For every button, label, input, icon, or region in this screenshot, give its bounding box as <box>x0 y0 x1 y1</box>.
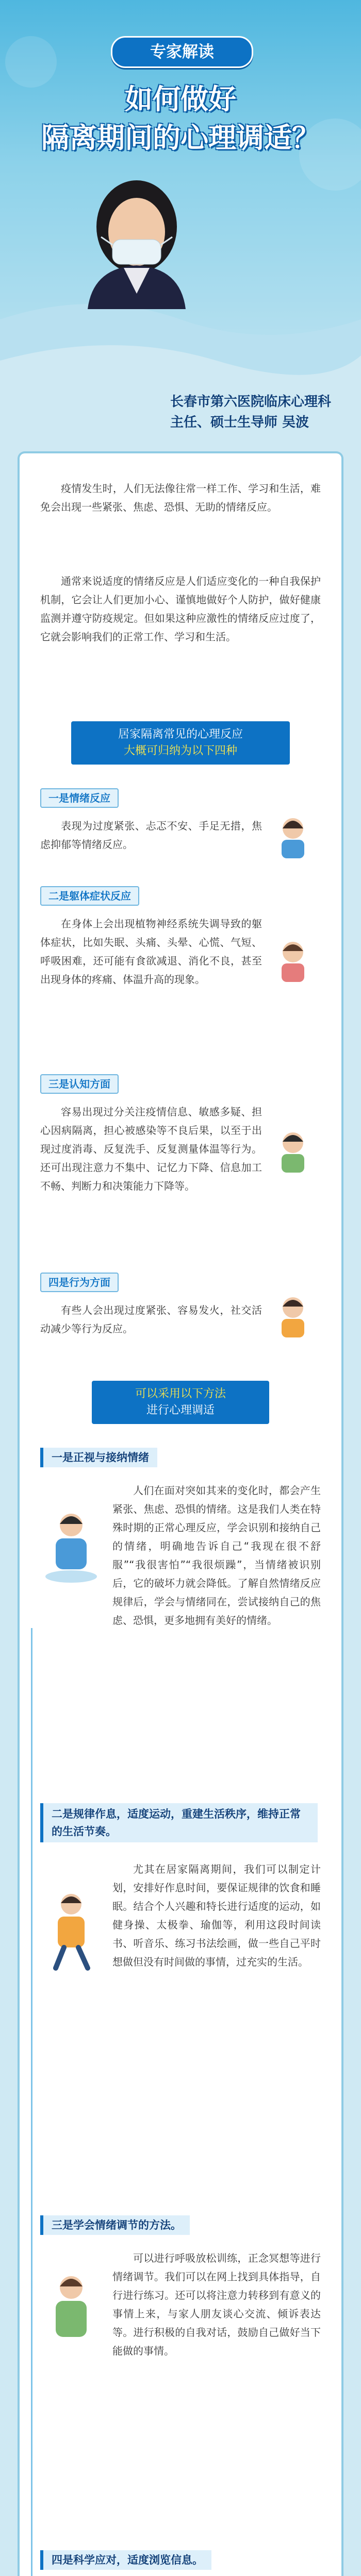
method-tag-3: 三是学会情绪调节的方法。 <box>40 2215 190 2235</box>
method-tag-1: 一是正视与接纳情绪 <box>40 1448 157 1467</box>
meditating-person-icon <box>40 1504 102 1587</box>
content-panel <box>20 453 341 2576</box>
method-text-3: 可以进行呼吸放松训练，正念冥想等进行情绪调节。我们可以在网上找到具体指导，自行进行练习。还可以将注意力转移到有意义的事情上来，与家人朋友谈心交流、倾诉表达等。进行积极的自我对话，鼓励自己做好当下能做的事情。 <box>112 2252 321 2357</box>
reaction-tag-3: 三是认知方面 <box>40 1074 119 1094</box>
expert-info <box>170 392 346 433</box>
timeline-line <box>31 1628 32 2576</box>
angry-person-icon <box>267 1288 319 1340</box>
reaction-text-4: 有些人会出现过度紧张、容易发火，社交活动减少等行为反应。 <box>40 1304 262 1335</box>
worried-person-icon <box>267 809 319 860</box>
method-tag-4: 四是科学应对，适度浏览信息。 <box>40 2550 211 2570</box>
thinking-person-icon <box>267 1123 319 1175</box>
intro-paragraph-1: 疫情发生时，人们无法像往常一样工作、学习和生活，难免会出现一些紧张、焦虑、恐惧、无助的情绪反应。 <box>40 482 321 513</box>
expert-badge: 专家解读 <box>111 36 253 68</box>
methods-heading-line2: 进行心理调适 <box>146 1404 215 1417</box>
intro-paragraph-2: 通常来说适度的情绪反应是人们适应变化的一种自我保护机制，它会让人们更加小心、谨慎地做好个人防护，做好健康监测并遵守防疫规定。但如果这种应激性的情绪反应过度了，它就会影响我们的正常工作、学习和生活。 <box>40 575 321 643</box>
method-tag-2: 二是规律作息，适度运动，重建生活秩序，维持正常的生活节奏。 <box>40 1803 318 1842</box>
expert-title-line2: 主任、硕士生导师 吴波 <box>170 415 309 430</box>
reaction-tag-4: 四是行为方面 <box>40 1273 119 1292</box>
methods-heading <box>92 1381 269 1424</box>
reaction-tag-1: 一是情绪反应 <box>40 788 119 808</box>
page-title-line2: 隔离期间的心理调适？ <box>41 122 320 154</box>
reaction-text-3: 容易出现过分关注疫情信息、敏感多疑、担心因病隔离，担心被感染等不良后果，以至于出现过度消毒、反复洗手、反复测量体温等行为。还可出现注意力不集中、记忆力下降、信息加工不畅、判断力和决策能力下降等。 <box>40 1106 262 1192</box>
reactions-heading-line2: 大概可归纳为以下四种 <box>123 744 237 757</box>
reaction-tag-2: 二是躯体症状反应 <box>40 886 139 906</box>
method-text-1: 人们在面对突如其来的变化时，都会产生紧张、焦虑、恐惧的情绪。这是我们人类在特殊时期的正常心理反应，学会识别和接纳自己的情绪，明确地告诉自己“我现在很不舒服”“我很害怕”“我很烦躁”，当情绪被识别后，它的破坏力就会降低。了解自然情绪反应规律后，学会与情绪同在，尝试接纳自己的焦虑、恐惧，更多地拥有美好的情绪。 <box>112 1484 321 1626</box>
expert-title-line1: 长春市第六医院临床心理科 <box>170 394 332 410</box>
methods-heading-line1: 可以采用以下方法 <box>135 1387 226 1400</box>
method-text-2: 尤其在居家隔离期间，我们可以制定计划，安排好作息时间，要保证规律的饮食和睡眠。结合个人兴趣和特长进行适度的运动，如健身操、太极拳、瑜伽等，利用这段时间读书、听音乐、练习书法绘画，做一些自己平时想做但没有时间做的事情，过充实的生活。 <box>112 1863 321 1968</box>
exercising-person-icon <box>40 1886 102 1973</box>
breathing-person-icon <box>40 2267 102 2349</box>
reaction-text-1: 表现为过度紧张、忐忑不安、手足无措，焦虑抑郁等情绪反应。 <box>40 820 262 851</box>
page-title-line1: 如何做好 <box>125 83 236 115</box>
reactions-heading-line1: 居家隔离常见的心理反应 <box>118 728 243 741</box>
expert-portrait <box>67 175 206 309</box>
sick-person-icon <box>267 933 319 984</box>
reaction-text-2: 在身体上会出现植物神经系统失调导致的躯体症状，比如失眠、头痛、头晕、心慌、气短、呼吸困难，还可能有食欲减退、消化不良，甚至出现身体的疼痛、体温升高的现象。 <box>40 918 262 986</box>
reactions-heading <box>71 721 290 765</box>
